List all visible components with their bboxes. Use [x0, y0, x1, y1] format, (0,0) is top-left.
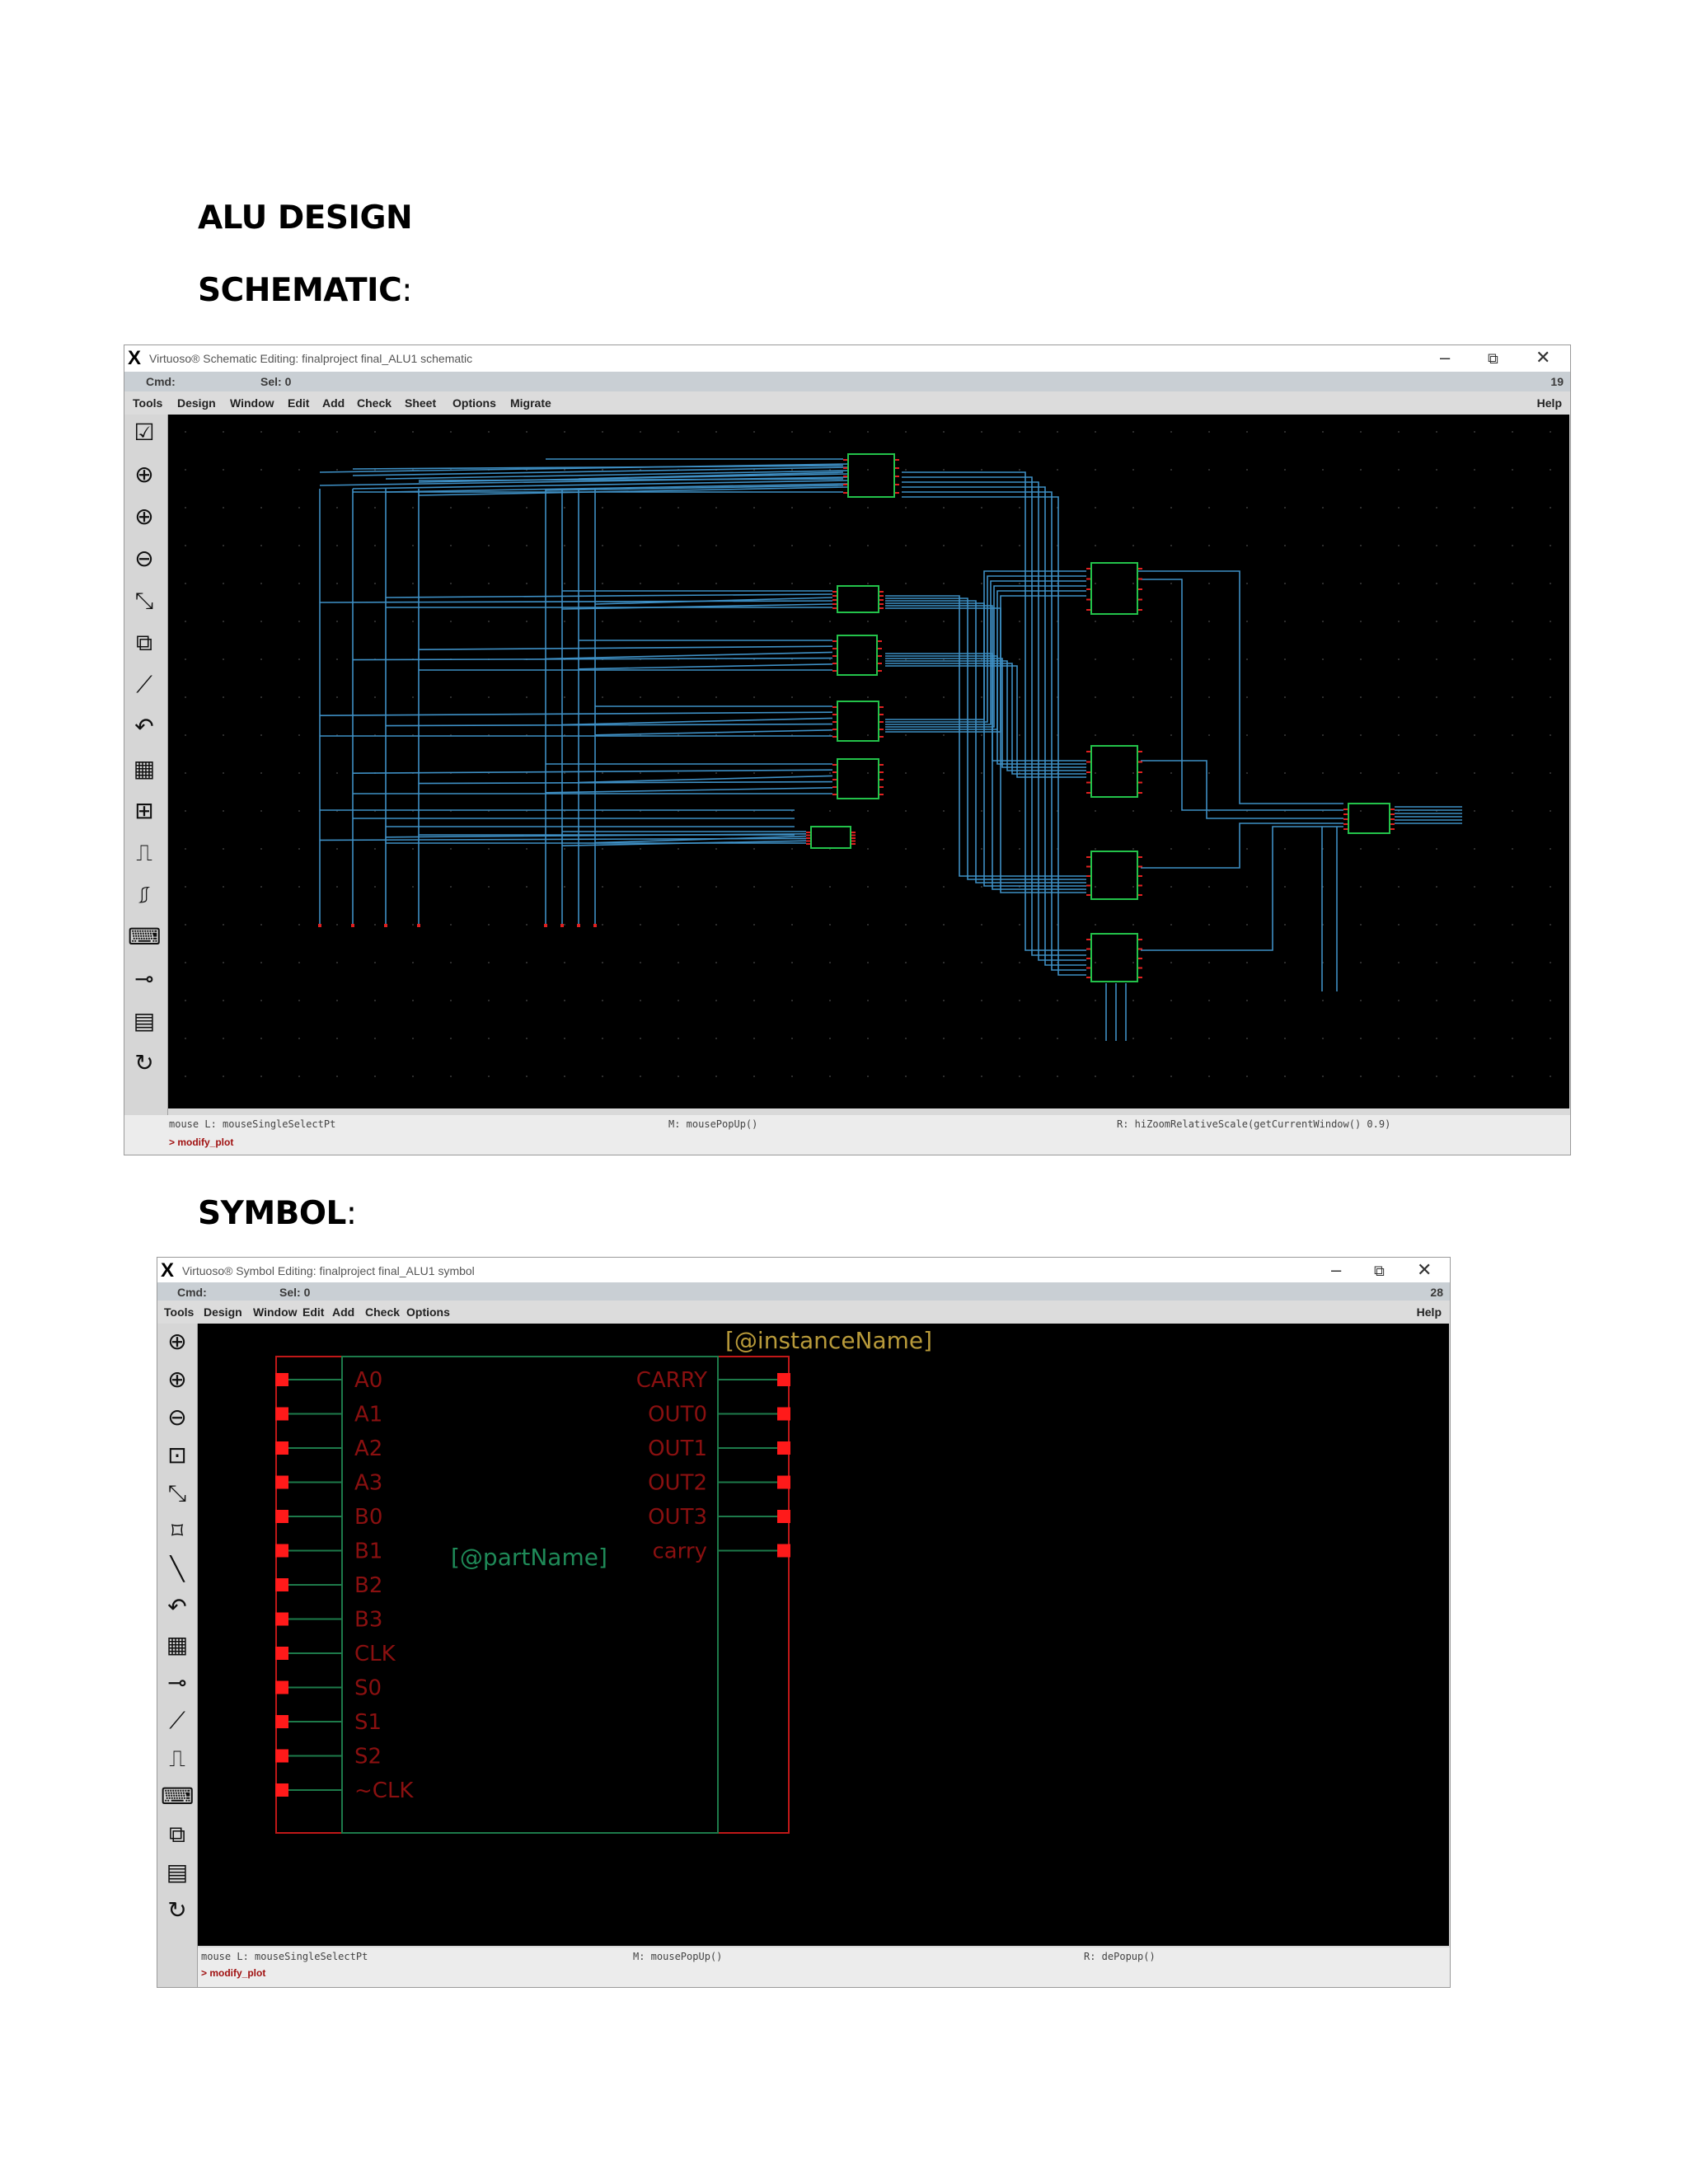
menu-design[interactable]: Design: [177, 396, 216, 410]
schematic-heading: [198, 272, 412, 309]
mouse-middle-hint: M: mousePopUp(): [633, 1951, 723, 1962]
menu-design[interactable]: Design: [204, 1305, 242, 1319]
menu-tools[interactable]: Tools: [164, 1305, 195, 1319]
schematic-heading-text: SCHEMATIC: [198, 272, 402, 309]
redo-icon[interactable]: ↻: [134, 1050, 154, 1076]
symbol-toolbar: [157, 1324, 198, 1987]
pin-marker: [275, 1510, 288, 1523]
mouse-left-hint: mouse L: mouseSingleSelectPt: [201, 1951, 368, 1962]
instance-box: [1091, 746, 1137, 797]
symbol-window: [157, 1257, 1451, 1988]
pin-label-left: B3: [354, 1607, 383, 1633]
pin-marker: [777, 1510, 790, 1523]
status-cmd: Cmd:: [146, 375, 176, 388]
menu-sheet[interactable]: Sheet: [405, 396, 437, 410]
sheet-icon[interactable]: ▤: [166, 1859, 189, 1885]
pin-add-icon[interactable]: ⊸: [167, 1670, 187, 1695]
instance-box: [837, 586, 879, 612]
instance-box: [1091, 563, 1137, 614]
pin-marker: [275, 1373, 288, 1386]
restore-button[interactable]: ⧉: [1374, 1263, 1385, 1279]
pin-marker: [275, 1750, 288, 1763]
menu-options[interactable]: Options: [452, 396, 496, 410]
minimize-button[interactable]: –: [1440, 347, 1451, 368]
menu-help[interactable]: Help: [1416, 1305, 1442, 1319]
zoom-out-icon[interactable]: ⊖: [167, 1404, 187, 1430]
x-logo-icon: X: [161, 1259, 175, 1282]
pin-label-left: S0: [354, 1675, 382, 1701]
pin-label-right: OUT1: [648, 1436, 707, 1461]
pin-marker: [275, 1681, 288, 1694]
property-icon[interactable]: ▦: [166, 1632, 189, 1657]
schematic-bottom-bar: [124, 1115, 1570, 1155]
wire-group: [320, 459, 1462, 1041]
schematic-window-title: Virtuoso® Schematic Editing: finalproject final_ALU1 schematic: [149, 352, 473, 365]
symbol-window-title: Virtuoso® Symbol Editing: finalproject final_ALU1 symbol: [182, 1264, 475, 1277]
mouse-right-hint: R: hiZoomRelativeScale(getCurrentWindow() 0.9): [1117, 1118, 1391, 1130]
part-name-label: [@partName]: [451, 1544, 607, 1571]
pin-label-left: A0: [354, 1368, 383, 1393]
close-button[interactable]: ✕: [1536, 347, 1551, 368]
close-button[interactable]: ✕: [1417, 1259, 1432, 1280]
undo-icon[interactable]: ↶: [134, 714, 154, 739]
symbol-heading: [198, 1195, 357, 1232]
pin-marker: [777, 1408, 790, 1421]
symbol-canvas[interactable]: [198, 1324, 1449, 1946]
schematic-heading-colon: :: [401, 272, 412, 309]
symbol-body: [342, 1357, 718, 1833]
schematic-status-row: [124, 372, 1570, 391]
symbol-heading-colon: :: [345, 1195, 357, 1232]
instance-box: [848, 454, 894, 497]
menu-add[interactable]: Add: [322, 396, 345, 410]
pin-marker: [777, 1373, 790, 1386]
x-logo-icon: X: [128, 347, 142, 369]
pin-marker: [275, 1441, 288, 1455]
menu-options[interactable]: Options: [406, 1305, 450, 1319]
restore-button[interactable]: ⧉: [1488, 350, 1498, 367]
label-icon[interactable]: ⌨: [161, 1783, 195, 1809]
redo-icon[interactable]: ↻: [167, 1897, 187, 1923]
status-number: 28: [1430, 1286, 1443, 1299]
sheet-icon[interactable]: ▤: [133, 1008, 156, 1033]
symbol-bottom-bar: [198, 1947, 1450, 1987]
menu-help[interactable]: Help: [1536, 396, 1562, 410]
instance-group: [811, 454, 1390, 982]
pin-marker: [777, 1476, 790, 1489]
schematic-titlebar: [124, 345, 1570, 372]
menu-check[interactable]: Check: [365, 1305, 401, 1319]
symbol-status-row: [157, 1282, 1450, 1301]
mouse-left-hint: mouse L: mouseSingleSelectPt: [169, 1118, 336, 1130]
symbol-heading-text: SYMBOL: [198, 1195, 346, 1232]
instance-box: [837, 701, 879, 741]
check-save-icon[interactable]: ☑: [134, 419, 155, 445]
copy-icon[interactable]: ⧉: [136, 630, 152, 655]
page-title: ALU DESIGN: [198, 199, 413, 237]
command-line[interactable]: > modify_plot: [201, 1967, 266, 1979]
rect-icon[interactable]: ⊡: [167, 1442, 187, 1468]
line-icon[interactable]: ╲: [170, 1556, 185, 1582]
minimize-button[interactable]: –: [1331, 1259, 1342, 1280]
pin-ticks: [318, 459, 1395, 978]
pin-marker: [275, 1476, 288, 1489]
descend-icon[interactable]: ⊕: [134, 462, 154, 487]
grid-dots: [185, 431, 1551, 1077]
symbol-menubar: [157, 1301, 1450, 1324]
status-sel: Sel: 0: [260, 375, 292, 388]
pin-label-left: B1: [354, 1539, 383, 1564]
mouse-middle-hint: M: mousePopUp(): [668, 1118, 758, 1130]
undo-icon[interactable]: ↶: [167, 1594, 187, 1619]
menu-edit[interactable]: Edit: [288, 396, 310, 410]
label-icon[interactable]: ⌨: [128, 924, 162, 949]
mouse-right-hint: R: dePopup(): [1084, 1951, 1156, 1962]
pin-add-icon[interactable]: ⊸: [134, 966, 154, 991]
pin-icon[interactable]: ⎍: [136, 840, 152, 865]
status-cmd: Cmd:: [177, 1286, 207, 1299]
zoom-in-icon[interactable]: ⊕: [167, 1366, 187, 1392]
pin-label-right: OUT2: [648, 1470, 707, 1496]
pin-marker: [275, 1578, 288, 1591]
property-icon[interactable]: ▦: [133, 756, 156, 781]
symbol-drawing: [198, 1324, 1449, 1946]
pin-label-left: S2: [354, 1744, 382, 1769]
select-icon[interactable]: ⌑: [171, 1518, 184, 1544]
menu-migrate[interactable]: Migrate: [510, 396, 551, 410]
instance-box: [1091, 934, 1137, 982]
menu-window[interactable]: Window: [230, 396, 274, 410]
instance-box: [811, 827, 851, 848]
zoom-out-icon[interactable]: ⊖: [134, 546, 154, 571]
pin-label-left: A2: [354, 1436, 383, 1461]
pin-label-right: carry: [652, 1539, 707, 1564]
pin-label-left: B0: [354, 1505, 383, 1530]
pin-label-right: CARRY: [635, 1368, 707, 1393]
descend-icon[interactable]: ⊕: [167, 1329, 187, 1354]
instance-box: [1091, 851, 1137, 899]
symbol-titlebar: [157, 1258, 1450, 1282]
pin-marker: [275, 1613, 288, 1626]
zoom-in-icon[interactable]: ⊕: [134, 504, 154, 529]
pin-marker: [275, 1647, 288, 1660]
pin-label-left: S1: [354, 1710, 382, 1735]
instance-box: [837, 635, 877, 675]
menu-window[interactable]: Window: [253, 1305, 298, 1319]
pin-label-left: A1: [354, 1402, 383, 1427]
instance-name-label: [@instanceName]: [725, 1327, 933, 1354]
pin-label-right: OUT3: [648, 1505, 707, 1530]
schematic-window: [124, 344, 1571, 1155]
pin-marker: [777, 1544, 790, 1558]
status-number: 19: [1550, 375, 1564, 388]
pin-label-right: OUT0: [648, 1402, 707, 1427]
menu-edit[interactable]: Edit: [302, 1305, 325, 1319]
schematic-drawing: [168, 415, 1569, 1108]
status-sel: Sel: 0: [279, 1286, 311, 1299]
instance-box: [837, 759, 879, 799]
command-line[interactable]: > modify_plot: [169, 1137, 234, 1148]
menu-tools[interactable]: Tools: [133, 396, 163, 410]
menu-add[interactable]: Add: [332, 1305, 355, 1319]
pin-marker: [275, 1715, 288, 1728]
pin-label-left: B2: [354, 1573, 383, 1598]
schematic-canvas[interactable]: [168, 415, 1569, 1108]
pin-marker: [777, 1441, 790, 1455]
stretch-icon[interactable]: ⤡: [134, 588, 154, 613]
pin-marker: [275, 1783, 288, 1797]
pin-icon[interactable]: ⎍: [169, 1746, 185, 1771]
wire-icon[interactable]: ⟋: [136, 672, 152, 697]
wire-name-icon[interactable]: ⎎: [138, 882, 151, 907]
instance-box: [1348, 804, 1390, 833]
stretch-icon[interactable]: ⤡: [167, 1480, 187, 1506]
pin-label-left: CLK: [354, 1642, 396, 1666]
schematic-menubar: [124, 391, 1570, 415]
instance-icon[interactable]: ⊞: [134, 798, 154, 823]
symbol-border: [276, 1357, 789, 1833]
pin-label-left: A3: [354, 1470, 383, 1496]
pin-label-left: ~CLK: [354, 1779, 414, 1803]
menu-check[interactable]: Check: [357, 396, 392, 410]
pin-marker: [275, 1408, 288, 1421]
copy-icon[interactable]: ⧉: [169, 1821, 185, 1847]
pin-marker: [275, 1544, 288, 1558]
wire-icon[interactable]: ⟋: [169, 1708, 185, 1733]
schematic-toolbar: [124, 415, 168, 1115]
